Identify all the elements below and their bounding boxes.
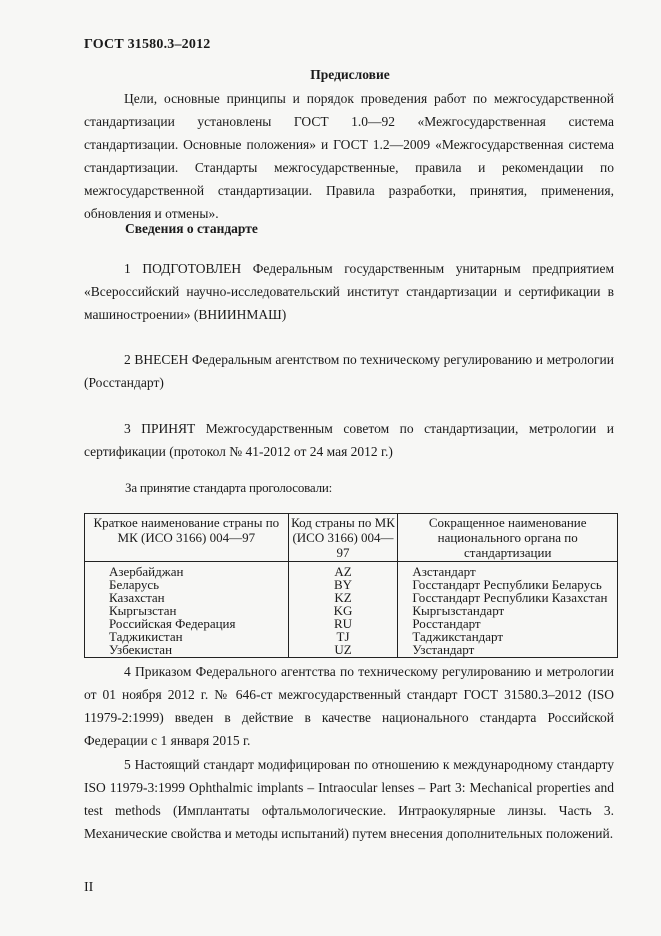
cell-country: Российская Федерация [85,617,289,630]
cell-body: Узстандарт [398,643,618,658]
cell-country: Беларусь [85,578,289,591]
cell-country: Казахстан [85,591,289,604]
cell-body: Госстандарт Республики Беларусь [398,578,618,591]
cell-body: Таджикстандарт [398,630,618,643]
cell-code: KG [288,604,398,617]
info-item-5: 5 Настоящий стандарт модифицирован по отношению к международному стандарту ISO 11979-3:1999 Ophthalmic implants – Intraocular lenses – Part 3: Mechanical properties and test methods (Имплантаты офтальмологические. Интраокулярные линзы. Часть 3. Механические свойства и методы испытаний) путем внесения дополнительных положений. [84,757,614,841]
countries-table [84,513,618,658]
info-title: Сведения о стандарте [125,221,258,236]
cell-body: Азстандарт [398,562,618,579]
header-country-code: Код страны по МК (ИСО 3166) 004—97 [288,514,398,562]
cell-body: Кыргызстандарт [398,604,618,617]
cell-code: TJ [288,630,398,643]
cell-code: UZ [288,643,398,658]
info-item-4: 4 Приказом Федерального агентства по техническому регулированию и метрологии от 01 ноября 2012 г. № 646-ст межгосударственный стандарт ГОСТ 31580.3–2012 (ISO 11979-2:1999) введен в действие в качестве национального стандарта Российской Федерации с 1 января 2015 г. [84,664,614,748]
foreword-intro: Цели, основные принципы и порядок проведения работ по межгосударственной стандартизации установлены ГОСТ 1.0—92 «Межгосударственная система стандартизации. Основные положения» и ГОСТ 1.2—2009 «Межгосударственная система стандартизации. Стандарты межгосударственные, правила и рекомендации по межгосударственной стандартизации. Правила разработки, принятия, применения, обновления и отмены». [84,91,614,221]
info-item-2: 2 ВНЕСЕН Федеральным агентством по техническому регулированию и метрологии (Росстандарт) [84,352,614,390]
cell-code: KZ [288,591,398,604]
cell-code: BY [288,578,398,591]
header-national-body: Сокращенное наименование национального органа по стандартизации [398,514,618,562]
vote-label: За принятие стандарта проголосовали: [125,480,333,495]
table-header-row [85,514,618,562]
table-row [85,562,618,579]
cell-country: Азербайджан [85,562,289,579]
page-number: II [84,880,94,895]
doc-code-header: ГОСТ 31580.3–2012 [84,37,211,52]
info-item-3: 3 ПРИНЯТ Межгосударственным советом по стандартизации, метрологии и сертификации (протокол № 41-2012 от 24 мая 2012 г.) [84,421,614,459]
cell-code: AZ [288,562,398,579]
header-country-name: Краткое наименование страны по МК (ИСО 3166) 004—97 [85,514,289,562]
cell-body: Росстандарт [398,617,618,630]
table-row [85,643,618,658]
cell-country: Кыргызстан [85,604,289,617]
cell-country: Узбекистан [85,643,289,658]
cell-code: RU [288,617,398,630]
cell-country: Таджикистан [85,630,289,643]
cell-body: Госстандарт Республики Казахстан [398,591,618,604]
foreword-title: Предисловие [310,67,390,82]
info-item-1: 1 ПОДГОТОВЛЕН Федеральным государственным унитарным предприятием «Всероссийский научно-исследовательский институт стандартизации и сертификации в машиностроении» (ВНИИНМАШ) [84,261,614,322]
